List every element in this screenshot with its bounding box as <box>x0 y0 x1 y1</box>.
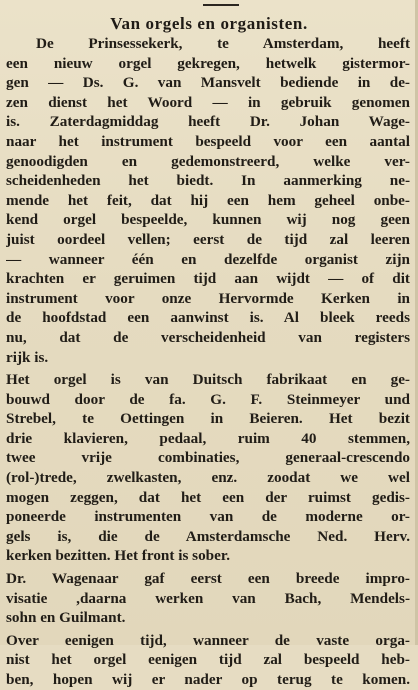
text-line: kend orgel bespeelde, kunnen wij nog geen <box>6 211 410 229</box>
text-line: nist het orgel eenigen tijd zal bespeeld heb- <box>6 651 410 669</box>
text-line: mogen zeggen, dat het een der ruimst gedis- <box>6 488 410 506</box>
text-line: Strebel, te Oettingen in Beieren. Het bezit <box>6 410 410 428</box>
text-line: twee vrije combinaties, generaal-crescendo <box>6 449 410 467</box>
paragraph-2 <box>6 370 410 566</box>
text-line: kerken bezitten. Het front is sober. <box>6 547 230 565</box>
text-line: gen — Ds. G. van Mansvelt bediende in de- <box>6 74 410 92</box>
text-line: de hoofdstad een aanwinst is. Al bleek reeds <box>6 309 410 327</box>
article-body <box>6 34 410 690</box>
text-line: Dr. Wagenaar gaf eerst een breede impro- <box>6 570 410 588</box>
text-line: mende het feit, dat hij een hem geheel onbe- <box>6 191 410 209</box>
text-line: nu, dat de verscheidenheid van registers <box>6 328 410 346</box>
text-line: een nieuw orgel gekregen, hetwelk gistermor- <box>6 54 410 72</box>
text-line: De Prinsessekerk, te Amsterdam, heeft <box>36 35 410 52</box>
text-line: gels is, die de Amsterdamsche Ned. Herv. <box>6 527 410 545</box>
text-line: naar het instrument bespeeld voor een aantal <box>6 132 410 150</box>
paragraph-4 <box>6 631 410 690</box>
paragraph-1 <box>6 34 410 367</box>
text-line: — wanneer één en dezelfde organist zijn <box>6 250 410 268</box>
text-line: rijk is. <box>6 348 49 366</box>
text-line: genoodigden en gedemonstreerd, welke ver- <box>6 152 410 170</box>
text-line: bouwd door de fa. G. F. Steinmeyer und <box>6 390 410 408</box>
article-headline: Van orgels en organisten. <box>110 14 308 33</box>
text-line: zen dienst het Woord — in gebruik genomen <box>6 93 410 111</box>
text-line: scheidenheden het biedt. In aanmerking ne- <box>6 172 410 190</box>
text-line: visatie ,daarna werken van Bach, Mendels- <box>6 589 410 607</box>
text-line: juist oordeel vellen; eerst de tijd zal leeren <box>6 230 410 248</box>
text-line: drie klavieren, pedaal, ruim 40 stemmen, <box>6 429 410 447</box>
paragraph-3 <box>6 569 410 628</box>
text-line: is. Zaterdagmiddag heeft Dr. Johan Wage- <box>6 113 410 131</box>
top-rule <box>203 4 239 6</box>
text-line: Het orgel is van Duitsch fabrikaat en ge- <box>6 371 410 389</box>
text-line: instrument voor onze Hervormde Kerken in <box>6 289 410 307</box>
text-line: (rol-)trede, zwelkasten, enz. zoodat we wel <box>6 469 410 487</box>
text-line: ben, hopen wij er nader op terug te komen. <box>6 671 410 688</box>
text-line: Over eenigen tijd, wanneer de vaste orga- <box>6 631 410 649</box>
text-line: krachten er geruimen tijd aan wijdt — of dit <box>6 270 410 288</box>
text-line: poneerde instrumenten van de moderne or- <box>6 508 410 526</box>
text-line: sohn en Guilmant. <box>6 609 126 627</box>
